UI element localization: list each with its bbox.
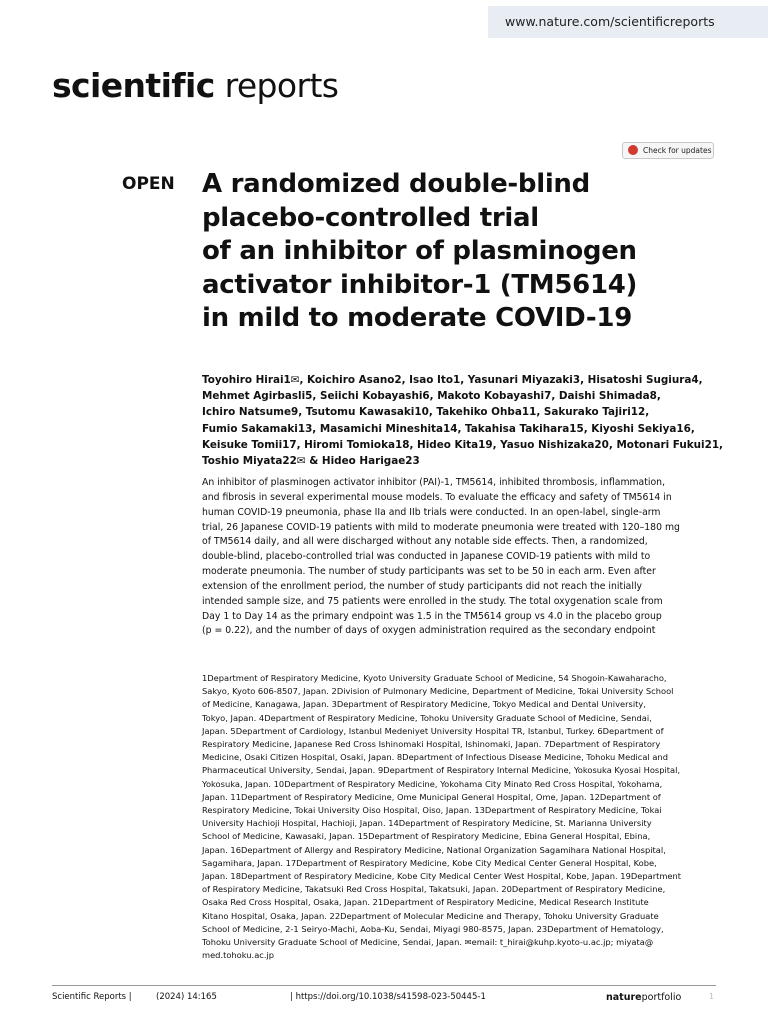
affiliation-line: Tohoku University Graduate School of Medicine, Sendai, Japan. ✉email: t_hirai@kuhp.kyoto-u.ac.jp; miyata@ (202, 937, 654, 948)
affiliation-line: Respiratory Medicine, Japanese Red Cross Ishinomaki Hospital, Ishinomaki, Japan. 7Department of Respiratory (202, 739, 661, 750)
affiliation-line: School of Medicine, Kawasaki, Japan. 15Department of Respiratory Medicine, Ebina General Hospital, Ebina, (202, 831, 651, 842)
affiliation-line: 1Department of Respiratory Medicine, Kyoto University Graduate School of Medicine, 54 Shogoin-Kawaharacho, (202, 673, 667, 683)
affiliation-line: of Medicine, Kanagawa, Japan. 3Department of Respiratory Medicine, Tokyo Medical and Dental University, (202, 699, 646, 710)
title-line: A randomized double-blind (202, 169, 590, 199)
abstract-line: (p = 0.22), and the number of days of oxygen administration required as the secondary endpoint (202, 625, 656, 637)
author-line: Toyohiro Hirai1✉, Koichiro Asano2, Isao Ito1, Yasunari Miyazaki3, Hisatoshi Sugiura4, (202, 374, 703, 386)
affiliation-line: Yokosuka, Japan. 10Department of Respiratory Medicine, Yokohama City Minato Red Cross Hospital, Yokohama, (202, 778, 663, 789)
author-line: Mehmet Agirbasli5, Seiichi Kobayashi6, Makoto Kobayashi7, Daishi Shimada8, (202, 390, 661, 403)
affiliation-line: Japan. 5Department of Cardiology, Istanbul Medeniyet University Hospital TR, Istanbul, Turkey. 6Department of (202, 725, 664, 736)
footer-journal: Scientific Reports | (52, 992, 132, 1002)
affiliation-line: Sakyo, Kyoto 606-8507, Japan. 2Division of Pulmonary Medicine, Department of Medicine, Tokai University School (202, 686, 674, 697)
affiliation-line: University Hachioji Hospital, Hachioji, Japan. 14Department of Respiratory Medicine, St. Marianna University (202, 818, 652, 829)
affiliation-line: School of Medicine, 2-1 Seiryo-Machi, Aoba-Ku, Sendai, Miyagi 980-8575, Japan. 23Department of Hematology, (202, 923, 664, 934)
affiliation-line: Japan. 11Department of Respiratory Medicine, Ome Municipal General Hospital, Ome, Japan. 12Department of (202, 791, 661, 802)
affiliation-line: Pharmaceutical University, Sendai, Japan. 9Department of Respiratory Internal Medicine, Yokosuka Kyosai Hospital, (202, 765, 681, 776)
affiliation-line: med.tohoku.ac.jp (202, 950, 275, 961)
affiliation-line: Medicine, Osaki Citizen Hospital, Osaki, Japan. 8Department of Infectious Disease Medicine, Tohoku Medical and (202, 752, 668, 763)
title-line: of an inhibitor of plasminogen (202, 236, 637, 266)
author-line: Fumio Sakamaki13, Masamichi Mineshita14, Takahisa Takihara15, Kiyoshi Sekiya16, (202, 422, 695, 435)
abstract-line: double-blind, placebo-controlled trial was conducted in Japanese COVID-19 patients with mild to (202, 551, 651, 563)
article-title (202, 168, 722, 336)
abstract-line: extension of the enrollment period, the number of study participants did not reach the initially (202, 580, 643, 592)
footer-citation: (2024) 14:165 (156, 992, 217, 1002)
journal-logo (52, 66, 338, 105)
abstract-line: and fibrosis in several experimental mouse models. To evaluate the efficacy and safety of TM5614 in (202, 491, 672, 503)
affiliation-line: Japan. 16Department of Allergy and Respiratory Medicine, National Organization Sagamihara National Hospital, (202, 844, 666, 855)
abstract-line: intended sample size, and 75 patients were enrolled in the study. The total oxygenation scale from (202, 595, 663, 607)
abstract-line: Day 1 to Day 14 as the primary endpoint was 1.5 in the TM5614 group vs 4.0 in the placebo group (202, 610, 662, 622)
author-line: Toshio Miyata22✉ & Hideo Harigae23 (202, 455, 420, 468)
abstract-line: human COVID-19 pneumonia, phase IIa and IIb trials were conducted. In an open-label, single-arm (202, 506, 661, 518)
author-line: Keisuke Tomii17, Hiromi Tomioka18, Hideo Kita19, Yasuo Nishizaka20, Motonari Fukui21, (202, 438, 724, 451)
affiliation-line: of Respiratory Medicine, Takatsuki Red Cross Hospital, Takatsuki, Japan. 20Department of Respiratory Medicine, (202, 884, 666, 895)
affiliation-line: Osaka Red Cross Hospital, Osaka, Japan. 21Department of Respiratory Medicine, Medical Research Institute (202, 897, 649, 908)
page-number: 1 (709, 992, 715, 1001)
affiliation-line: Respiratory Medicine, Tokai University Oiso Hospital, Oiso, Japan. 13Department of Respiratory Medicine, Tokai (202, 805, 662, 816)
title-line: activator inhibitor-1 (TM5614) (202, 269, 638, 300)
publisher-logo (606, 992, 681, 1003)
publisher-bold: nature (606, 992, 642, 1003)
open-access-label: OPEN (122, 174, 175, 194)
abstract-line: of TM5614 daily, and all were discharged without any notable side effects. Then, a randomized, (202, 536, 648, 548)
abstract (202, 476, 722, 639)
abstract-line: An inhibitor of plasminogen activator inhibitor (PAI)-1, TM5614, inhibited thrombosis, inflammation, (202, 477, 666, 488)
logo-regular: reports (214, 66, 339, 105)
publisher-regular: portfolio (641, 992, 682, 1003)
footer-divider (52, 985, 716, 986)
abstract-line: moderate pneumonia. The number of study participants was set to be 50 in each arm. Even after (202, 566, 656, 578)
journal-url[interactable]: www.nature.com/scientificreports (488, 6, 768, 38)
affiliation-line: Kitano Hospital, Osaka, Japan. 22Department of Molecular Medicine and Therapy, Tohoku University Graduate (202, 910, 659, 921)
affiliations (202, 672, 716, 962)
title-line: in mild to moderate COVID-19 (202, 303, 632, 333)
check-updates-label: Check for updates (643, 146, 712, 155)
footer-doi-link[interactable]: | https://doi.org/10.1038/s41598-023-50445-1 (290, 992, 486, 1002)
author-list (202, 372, 722, 469)
affiliation-line: Sagamihara, Japan. 17Department of Respiratory Medicine, Kobe City Medical Center General Hospital, Kobe, (202, 857, 657, 868)
author-line: Ichiro Natsume9, Tsutomu Kawasaki10, Takehiko Ohba11, Sakurako Tajiri12, (202, 406, 650, 419)
affiliation-line: Japan. 18Department of Respiratory Medicine, Kobe City Medical Center West Hospital, Kobe, Japan. 19Department (202, 871, 682, 882)
title-line: placebo-controlled trial (202, 202, 539, 233)
check-updates-icon (628, 145, 638, 155)
affiliation-line: Tokyo, Japan. 4Department of Respiratory Medicine, Tohoku University Graduate School of Medicine, Sendai, (202, 712, 652, 723)
check-updates-button[interactable] (622, 142, 714, 159)
abstract-line: trial, 26 Japanese COVID-19 patients with mild to moderate pneumonia were treated with 120–180 mg (202, 521, 680, 533)
logo-bold: scientific (52, 66, 215, 105)
